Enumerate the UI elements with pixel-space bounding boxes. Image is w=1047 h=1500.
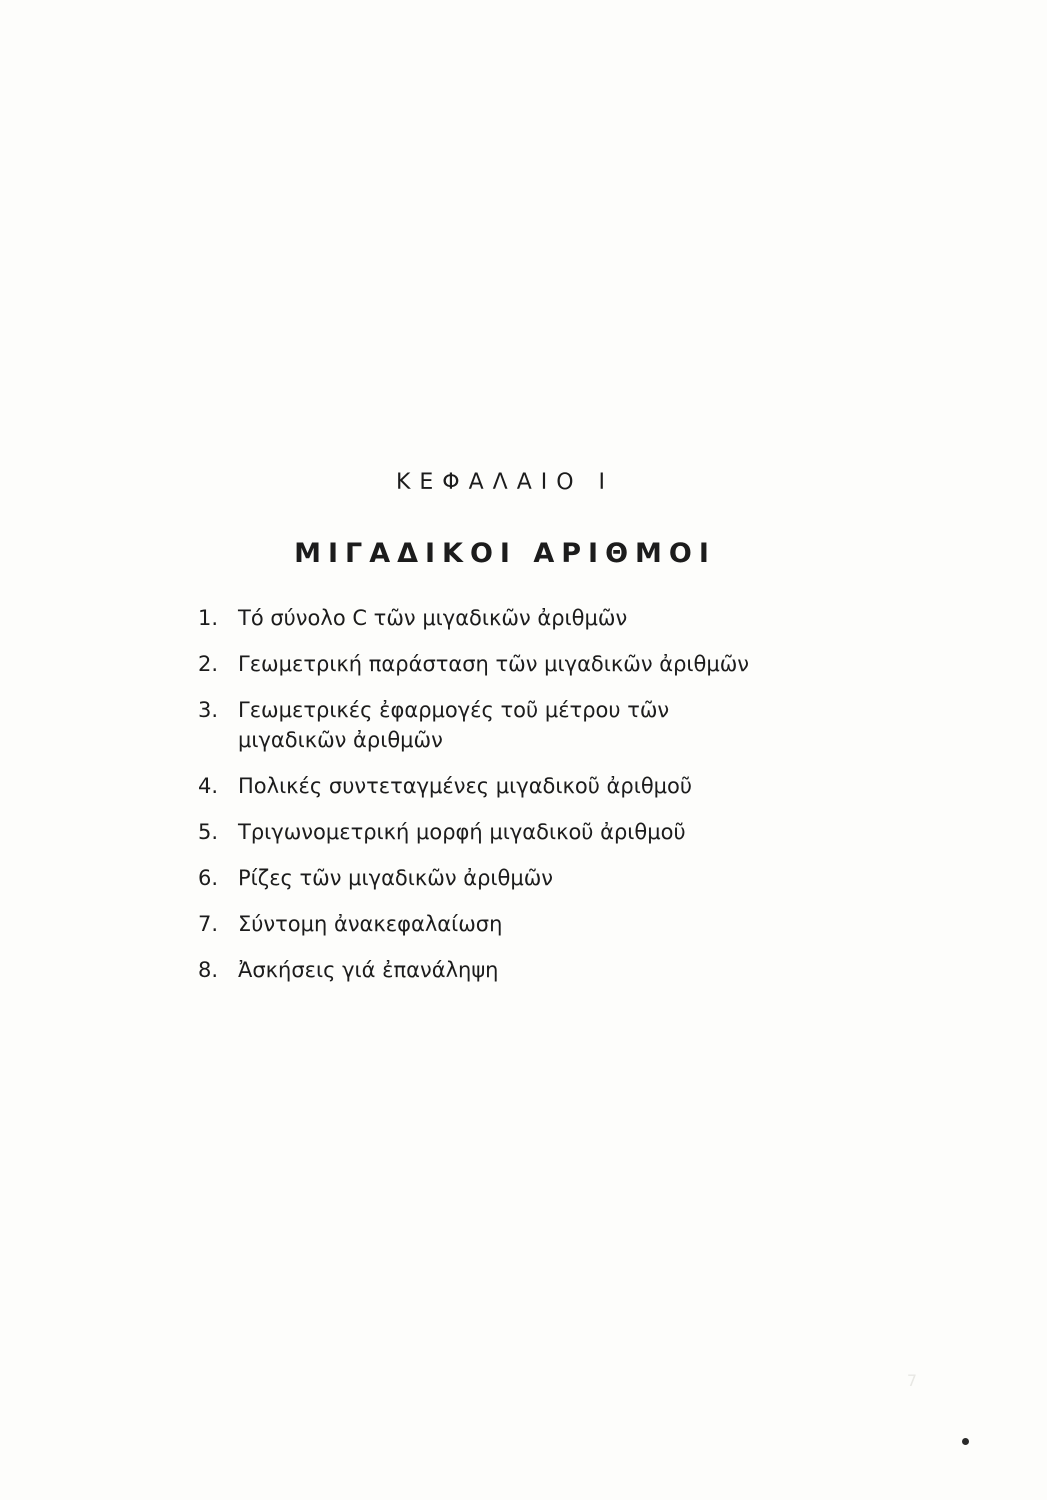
toc-number: 6.	[198, 866, 219, 890]
toc-text-continuation: μιγαδικῶν ἀριθμῶν	[238, 728, 443, 752]
toc-number: 5.	[198, 820, 219, 844]
toc-number: 4.	[198, 774, 219, 798]
toc-text: Τριγωνομετρική μορφή μιγαδικοῦ ἀριθμοῦ	[238, 820, 686, 844]
toc-item-5	[198, 820, 898, 844]
toc-item-1	[198, 606, 898, 630]
chapter-label: ΚΕΦΑΛΑΙΟ Ι	[395, 470, 615, 495]
toc-item-3	[198, 698, 898, 752]
toc-item-6	[198, 866, 898, 890]
toc-number: 1.	[198, 606, 219, 630]
toc-text: Ἀσκήσεις γιά ἐπανάληψη	[238, 958, 499, 982]
toc-text: Σύντομη ἀνακεφαλαίωση	[238, 912, 503, 936]
toc-text: Πολικές συντεταγμένες μιγαδικοῦ ἀριθμοῦ	[238, 774, 693, 798]
toc-item-4	[198, 774, 898, 798]
toc-item-8	[198, 958, 898, 982]
table-of-contents	[198, 606, 898, 1004]
toc-item-2	[198, 652, 898, 676]
toc-text: Γεωμετρικές ἐφαρμογές τοῦ μέτρου τῶν	[238, 698, 670, 722]
chapter-title: ΜΙΓΑΔΙΚΟΙ ΑΡΙΘΜΟΙ	[294, 538, 716, 569]
toc-text: Τό σύνολο C τῶν μιγαδικῶν ἀριθμῶν	[238, 606, 628, 630]
toc-number: 3.	[198, 698, 219, 722]
toc-number: 8.	[198, 958, 219, 982]
scan-speck	[962, 1438, 969, 1445]
toc-text: Ρίζες τῶν μιγαδικῶν ἀριθμῶν	[238, 866, 554, 890]
toc-text: Γεωμετρική παράσταση τῶν μιγαδικῶν ἀριθμῶν	[238, 652, 750, 676]
toc-item-7	[198, 912, 898, 936]
page-number: 7	[906, 1371, 917, 1390]
toc-number: 2.	[198, 652, 219, 676]
toc-number: 7.	[198, 912, 219, 936]
